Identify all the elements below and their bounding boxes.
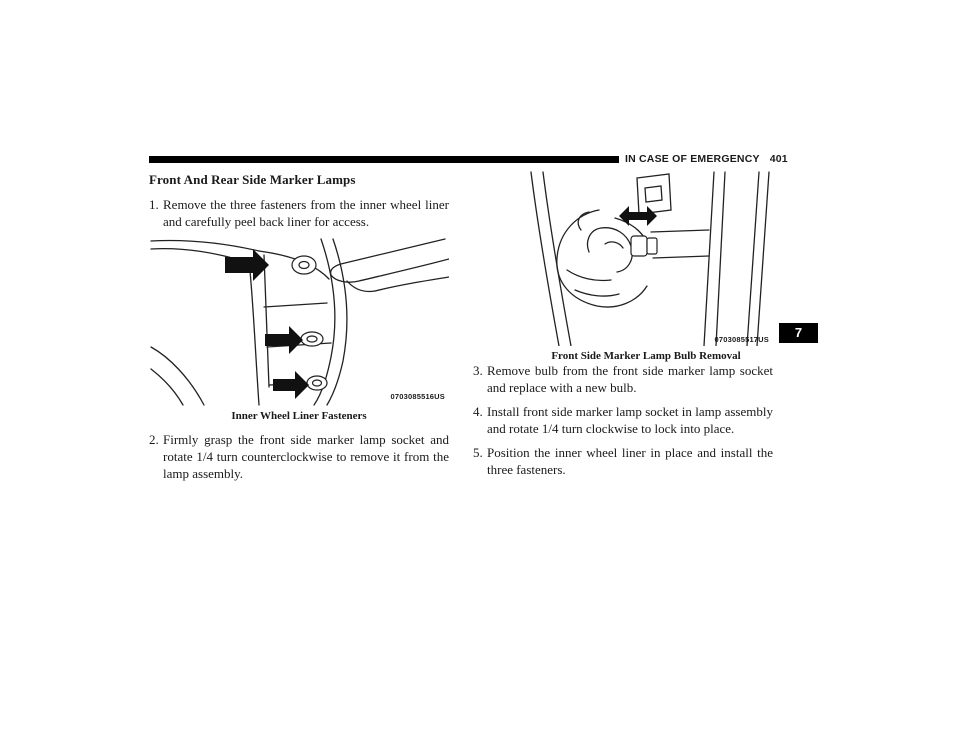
header-rule [149,156,619,163]
step-3 [473,362,773,396]
wheel-liner-illustration [149,237,449,407]
figure-code: 0703085516US [390,392,445,401]
step-text: Install front side marker lamp socket in lamp assembly and rotate 1/4 turn clockwise to lock into place. [487,404,773,436]
step-number: 5. [473,445,483,460]
step-text: Remove bulb from the front side marker lamp socket and replace with a new bulb. [487,363,773,395]
chapter-tab: 7 [779,323,818,343]
step-1 [149,196,449,230]
step-number: 4. [473,404,483,419]
right-column [473,362,773,485]
running-header [625,153,817,165]
step-4 [473,403,773,437]
figure-bulb-removal [519,170,773,346]
step-5 [473,444,773,478]
left-column [149,171,449,489]
page-number: 401 [769,153,788,165]
step-number: 2. [149,432,159,447]
figure-caption: Inner Wheel Liner Fasteners [231,410,367,422]
figure-inner-wheel-liner [149,237,449,407]
step-text: Firmly grasp the front side marker lamp socket and rotate 1/4 turn counterclockwise to remove it from the lamp assembly. [163,432,449,481]
step-number: 3. [473,363,483,378]
figure-code: 0703085517US [714,335,769,344]
header-section-title: IN CASE OF EMERGENCY [625,153,760,165]
step-text: Position the inner wheel liner in place and install the three fasteners. [487,445,773,477]
step-text: Remove the three fasteners from the inner wheel liner and carefully peel back liner for access. [163,197,449,229]
section-title: Front And Rear Side Marker Lamps [149,172,356,187]
step-2 [149,431,449,482]
step-number: 1. [149,197,159,212]
figure-caption: Front Side Marker Lamp Bulb Removal [551,350,741,362]
bulb-removal-illustration [519,170,773,346]
